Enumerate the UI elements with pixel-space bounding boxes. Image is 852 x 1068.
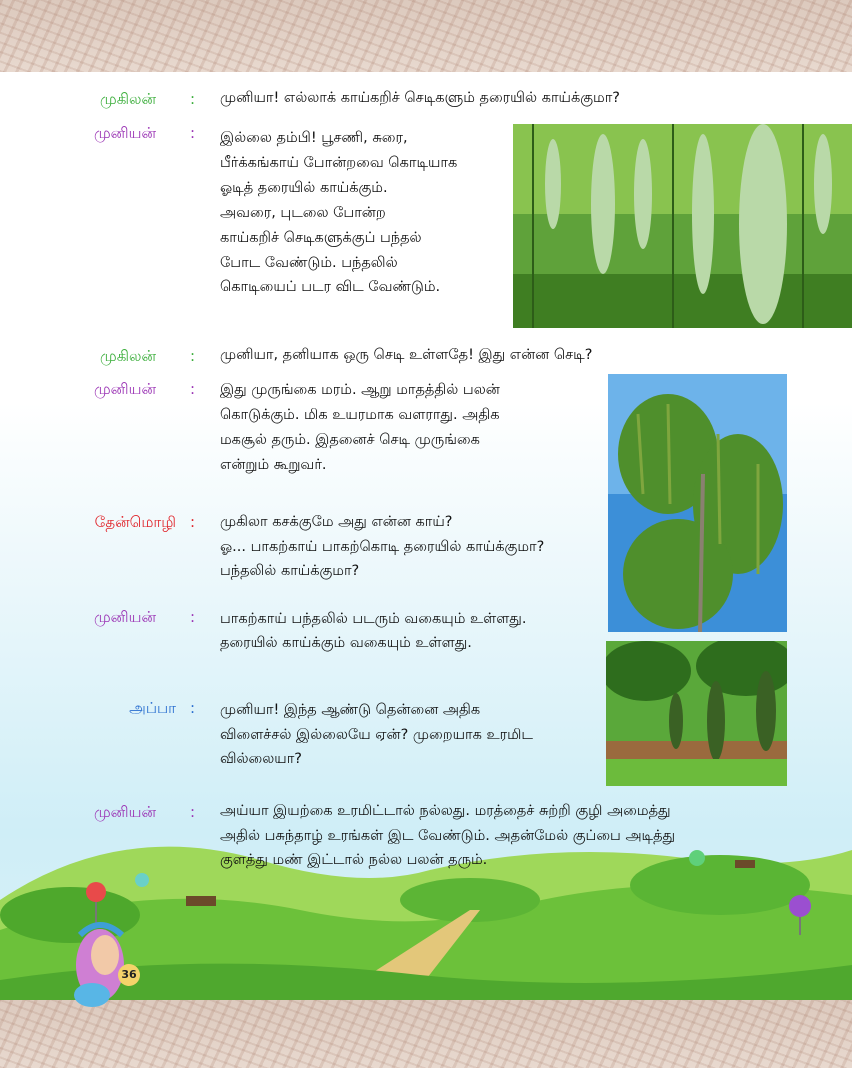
dialogue-line: கொடுக்கும். மிக உயரமாக வளராது. அதிக xyxy=(220,407,500,423)
speaker-name: முனியன் xyxy=(93,124,156,142)
speaker-name: தேன்மொழி xyxy=(94,513,176,531)
dialogue-line: தரையில் காய்க்கும் வகையும் உள்ளது. xyxy=(220,635,472,651)
dialogue-line: இது முருங்கை மரம். ஆறு மாதத்தில் பலன் xyxy=(220,382,500,398)
speaker-name: அப்பா xyxy=(129,699,176,717)
dialogue-line: ஓ... பாகற்காய் பாகற்கொடி தரையில் காய்க்குமா? xyxy=(220,539,545,555)
dialogue-line: என்றும் கூறுவர். xyxy=(220,457,327,473)
speaker-name: முனியன் xyxy=(93,380,156,398)
page-number: 36 xyxy=(118,964,140,986)
dialogue-line: ஓடித் தரையில் காய்க்கும். xyxy=(220,180,388,196)
speaker-name: முனியன் xyxy=(93,608,156,626)
dialogue-line: அய்யா இயற்கை உரமிட்டால் நல்லது. மரத்தைச் சுற்றி குழி அமைத்து xyxy=(220,803,671,819)
dialogue-line: பீர்க்கங்காய் போன்றவை கொடியாக xyxy=(220,155,458,171)
dialogue-line: முனியா! இந்த ஆண்டு தென்னை அதிக xyxy=(220,702,481,718)
dialogue-line: போட வேண்டும். பந்தலில் xyxy=(220,255,398,271)
dialogue-line: பாகற்காய் பந்தலில் படரும் வகையும் உள்ளது. xyxy=(220,611,527,627)
dialogue-line: அவரை, புடலை போன்ற xyxy=(220,205,386,221)
colon: : xyxy=(190,699,196,717)
dialogue-line: கொடியைப் படர விட வேண்டும். xyxy=(220,279,441,295)
speaker-name: முகிலன் xyxy=(100,347,156,365)
bottle-gourd-photo xyxy=(513,124,852,328)
dialogue-line: வில்லையா? xyxy=(220,751,302,767)
bitter-gourd-photo xyxy=(606,641,787,786)
colon: : xyxy=(190,124,196,142)
drumstick-tree-photo xyxy=(608,374,787,632)
colon: : xyxy=(190,90,196,108)
colon: : xyxy=(190,380,196,398)
dialogue-line: குளத்து மண் இட்டால் நல்ல பலன் தரும். xyxy=(220,852,488,868)
dialogue-line: விளைச்சல் இல்லையே ஏன்? முறையாக உரமிட xyxy=(220,727,533,743)
dialogue-line: பந்தலில் காய்க்குமா? xyxy=(220,563,360,579)
dialogue-line: முனியா, தனியாக ஒரு செடி உள்ளதே! இது என்ன செடி? xyxy=(220,347,593,363)
speaker-name: முகிலன் xyxy=(100,90,156,108)
speaker-name: முனியன் xyxy=(93,803,156,821)
colon: : xyxy=(190,347,196,365)
dialogue-line: இல்லை தம்பி! பூசணி, சுரை, xyxy=(220,130,408,146)
colon: : xyxy=(190,513,196,531)
dialogue-line: அதில் பசுந்தாழ் உரங்கள் இட வேண்டும். அதன்மேல் குப்பை அடித்து xyxy=(220,828,676,844)
dialogue-line: முகிலா கசக்குமே அது என்ன காய்? xyxy=(220,514,453,530)
dialogue-line: மகசூல் தரும். இதனைச் செடி முருங்கை xyxy=(220,432,480,448)
colon: : xyxy=(190,803,196,821)
colon: : xyxy=(190,608,196,626)
dialogue-line: காய்கறிச் செடிகளுக்குப் பந்தல் xyxy=(220,230,422,246)
dialogue-line: முனியா! எல்லாக் காய்கறிச் செடிகளும் தரையில் காய்க்குமா? xyxy=(220,90,620,106)
